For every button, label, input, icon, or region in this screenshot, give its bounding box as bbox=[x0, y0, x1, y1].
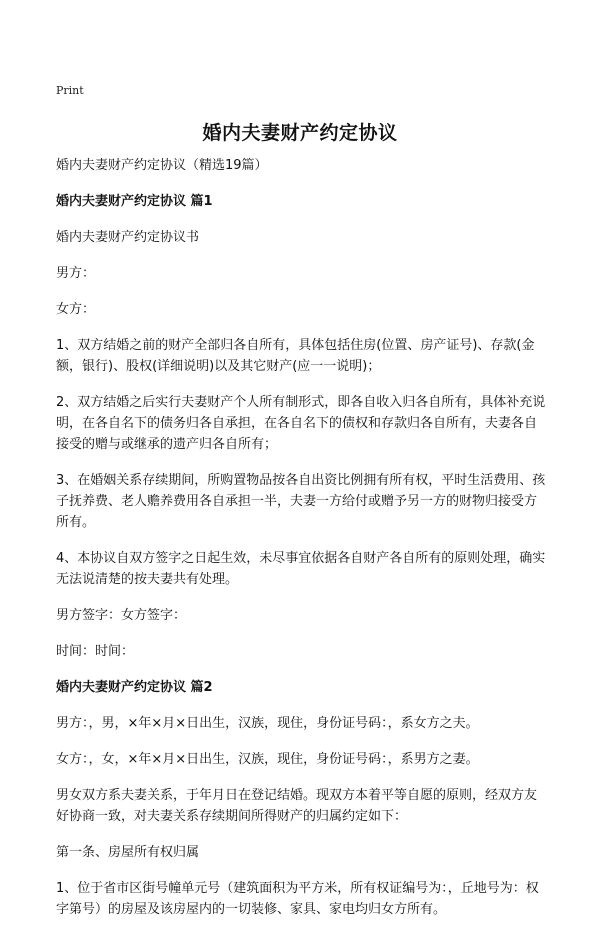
article-heading: 第一条、房屋所有权归属 bbox=[56, 845, 200, 860]
paragraph: 2、双方结婚之后实行夫妻财产个人所有制形式，即各自收入归各自所有，具体补充说明，在各自名下的债务归各自承担，在各自名下的债权和存款归各自所有，夫妻各自接受的赠与或继承的遗产归各自所有； bbox=[56, 395, 546, 452]
page-title: 婚内夫妻财产约定协议 bbox=[202, 122, 398, 144]
signature-line: 男方签字：女方签字： bbox=[56, 608, 187, 623]
section-heading-2: 婚内夫妻财产约定协议 篇2 bbox=[56, 680, 213, 695]
paragraph: 4、本协议自双方签字之日起生效，未尽事宜依据各自财产各自所有的原则处理，确实无法说清楚的按夫妻共有处理。 bbox=[56, 551, 546, 587]
paragraph: 3、在婚姻关系存续期间，所购置物品按各自出资比例拥有所有权，平时生活费用、孩子抚养费、老人赡养费用各自承担一半，夫妻一方给付或赠予另一方的财物归接受方所有。 bbox=[56, 473, 546, 530]
paragraph: 婚内夫妻财产约定协议书 bbox=[56, 230, 200, 245]
section-heading-1: 婚内夫妻财产约定协议 篇1 bbox=[56, 194, 213, 209]
date-line: 时间：时间： bbox=[56, 644, 135, 659]
paragraph: 1、双方结婚之前的财产全部归各自所有，具体包括住房(位置、房产证号)、存款(金额，银行)、股权(详细说明)以及其它财产(应一一说明)； bbox=[56, 338, 535, 374]
print-label: Print bbox=[56, 84, 84, 97]
intro-line: 婚内夫妻财产约定协议（精选19篇） bbox=[56, 158, 268, 173]
document-body bbox=[56, 155, 546, 935]
paragraph: 男方：，男，×年×月×日出生，汉族，现住，身份证号码：，系女方之夫。 bbox=[56, 716, 479, 731]
paragraph: 男方： bbox=[56, 266, 96, 281]
paragraph: 女方： bbox=[56, 302, 96, 317]
paragraph: 女方：，女，×年×月×日出生，汉族，现住，身份证号码：，系男方之妻。 bbox=[56, 752, 479, 767]
paragraph: 男女双方系夫妻关系，于年月日在登记结婚。现双方本着平等自愿的原则，经双方友好协商一致，对夫妻关系存续期间所得财产的归属约定如下： bbox=[56, 788, 538, 824]
paragraph: 1、位于省市区街号幢单元号（建筑面积为平方米，所有权证编号为：，丘地号为：权字第号）的房屋及该房屋内的一切装修、家具、家电均归女方所有。 bbox=[56, 881, 539, 917]
